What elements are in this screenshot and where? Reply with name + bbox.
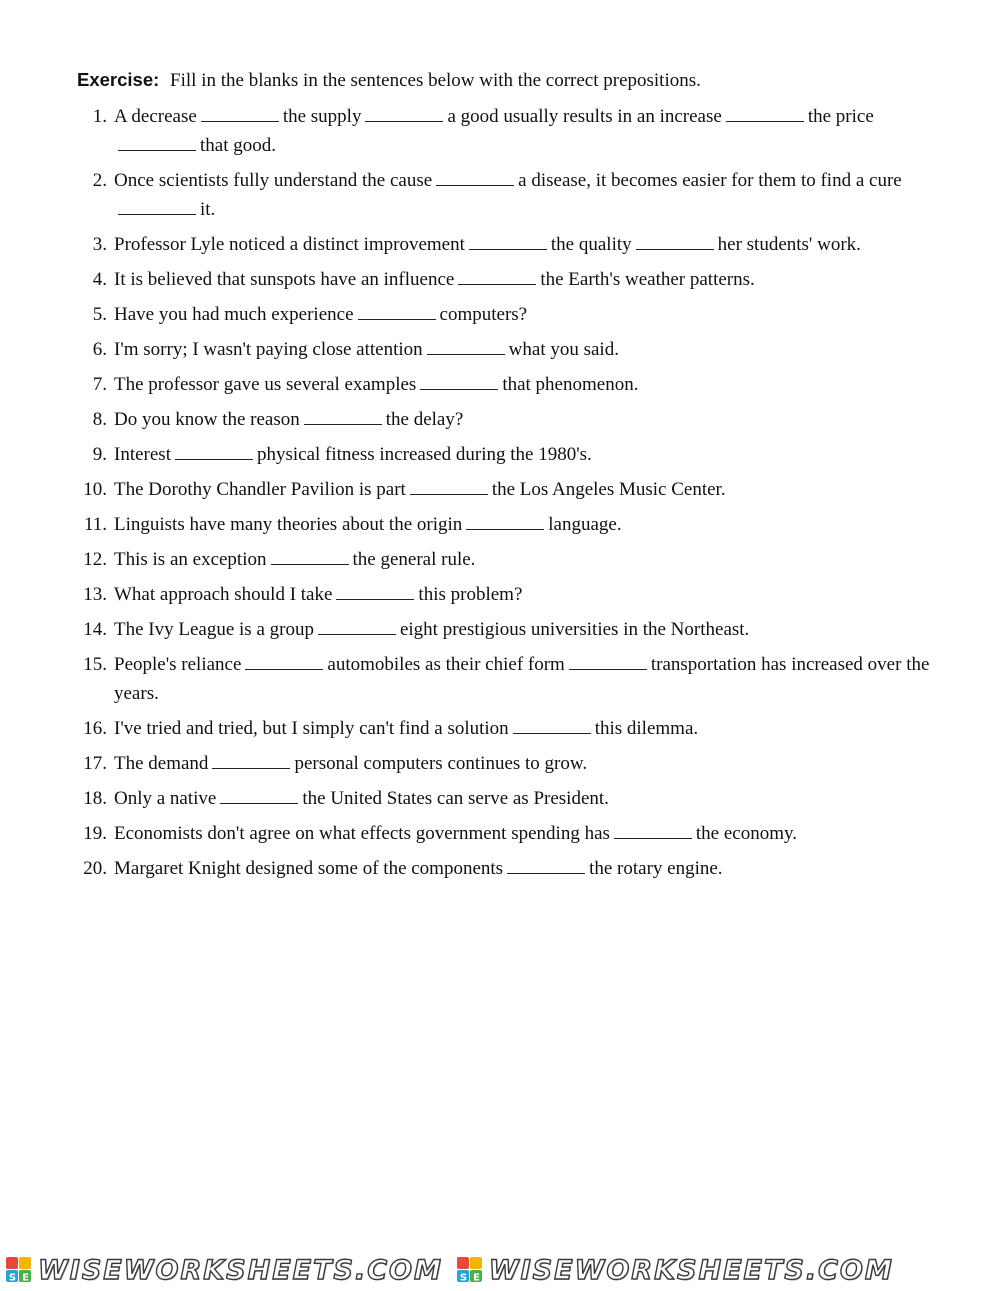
watermark-footer bbox=[0, 1252, 1000, 1288]
exercise-item bbox=[77, 370, 957, 399]
sentence-text: This is an exception bbox=[114, 549, 267, 570]
answer-blank[interactable] bbox=[358, 301, 436, 320]
sentence-text: Professor Lyle noticed a distinct improvement bbox=[114, 234, 465, 255]
exercise-item bbox=[77, 545, 957, 574]
wiseworksheets-logo-icon bbox=[6, 1257, 32, 1283]
answer-blank[interactable] bbox=[175, 441, 253, 460]
sentence-text: the quality bbox=[550, 234, 632, 255]
answer-blank[interactable] bbox=[427, 336, 505, 355]
watermark-text: WISEWORKSHEETS.COM bbox=[38, 1254, 443, 1286]
exercise-item bbox=[77, 265, 957, 294]
answer-blank[interactable] bbox=[420, 371, 498, 390]
sentence-text: Do you know the reason bbox=[114, 409, 300, 430]
sentence-text: Have you had much experience bbox=[114, 304, 354, 325]
item-number: 20. bbox=[83, 858, 107, 879]
exercise-item bbox=[77, 854, 957, 883]
answer-blank[interactable] bbox=[318, 616, 396, 635]
answer-blank[interactable] bbox=[118, 132, 196, 151]
answer-blank[interactable] bbox=[569, 651, 647, 670]
item-number: 16. bbox=[83, 718, 107, 739]
item-number: 13. bbox=[83, 584, 107, 605]
exercise-item bbox=[77, 650, 957, 708]
item-number: 11. bbox=[83, 514, 107, 535]
item-number: 2. bbox=[92, 170, 107, 191]
exercise-item bbox=[77, 819, 957, 848]
answer-blank[interactable] bbox=[365, 103, 443, 122]
exercise-item bbox=[77, 580, 957, 609]
sentence-text: that phenomenon. bbox=[502, 374, 639, 395]
sentence-text: a good usually results in an increase bbox=[447, 106, 722, 127]
sentence-text: Once scientists fully understand the cause bbox=[114, 170, 433, 191]
item-number: 17. bbox=[83, 753, 107, 774]
sentence-text: Interest bbox=[114, 444, 171, 465]
exercise-item bbox=[77, 784, 957, 813]
exercise-item bbox=[77, 749, 957, 778]
sentence-text: the economy. bbox=[695, 823, 798, 844]
svg-text:S: S bbox=[459, 1272, 467, 1283]
sentence-text: this problem? bbox=[418, 584, 523, 605]
sentence-text: it. bbox=[200, 199, 216, 220]
exercise-instruction bbox=[77, 67, 957, 94]
svg-text:E: E bbox=[472, 1272, 480, 1283]
item-number: 10. bbox=[83, 479, 107, 500]
item-number: 3. bbox=[92, 234, 107, 255]
sentence-text: the United States can serve as President. bbox=[302, 788, 609, 809]
sentence-text: the Earth's weather patterns. bbox=[540, 269, 755, 290]
sentence-text: the delay? bbox=[385, 409, 464, 430]
exercise-label: Exercise: bbox=[77, 69, 160, 90]
answer-blank[interactable] bbox=[458, 266, 536, 285]
answer-blank[interactable] bbox=[726, 103, 804, 122]
sentence-text: Economists don't agree on what effects government spending has bbox=[114, 823, 610, 844]
answer-blank[interactable] bbox=[466, 511, 544, 530]
sentence-text: computers? bbox=[439, 304, 528, 325]
watermark-brand bbox=[451, 1255, 894, 1286]
sentence-text: It is believed that sunspots have an influence bbox=[114, 269, 455, 290]
item-number: 6. bbox=[92, 339, 107, 360]
exercise-item bbox=[77, 300, 957, 329]
instruction-text: Fill in the blanks in the sentences below with the correct prepositions. bbox=[170, 70, 701, 91]
sentence-text: Margaret Knight designed some of the components bbox=[114, 858, 504, 879]
exercise-item bbox=[77, 335, 957, 364]
sentence-text: her students' work. bbox=[717, 234, 861, 255]
exercise-item bbox=[77, 166, 957, 224]
exercise-item bbox=[77, 440, 957, 469]
sentence-text: I've tried and tried, but I simply can't find a solution bbox=[114, 718, 509, 739]
item-number: 14. bbox=[83, 619, 107, 640]
answer-blank[interactable] bbox=[304, 406, 382, 425]
sentence-text: A decrease bbox=[114, 106, 197, 127]
answer-blank[interactable] bbox=[220, 785, 298, 804]
sentence-text: The Ivy League is a group bbox=[114, 619, 314, 640]
item-number: 9. bbox=[92, 444, 107, 465]
sentence-text: I'm sorry; I wasn't paying close attention bbox=[114, 339, 423, 360]
sentence-text: the price bbox=[807, 106, 874, 127]
exercise-item bbox=[77, 230, 957, 259]
item-number: 19. bbox=[83, 823, 107, 844]
sentence-text: Only a native bbox=[114, 788, 217, 809]
answer-blank[interactable] bbox=[507, 855, 585, 874]
sentence-text: The professor gave us several examples bbox=[114, 374, 417, 395]
answer-blank[interactable] bbox=[271, 546, 349, 565]
item-number: 8. bbox=[92, 409, 107, 430]
answer-blank[interactable] bbox=[201, 103, 279, 122]
sentence-text: The Dorothy Chandler Pavilion is part bbox=[114, 479, 406, 500]
answer-blank[interactable] bbox=[410, 476, 488, 495]
answer-blank[interactable] bbox=[118, 196, 196, 215]
watermark-text: WISEWORKSHEETS.COM bbox=[488, 1254, 894, 1286]
watermark-brand bbox=[0, 1255, 443, 1286]
item-number: 5. bbox=[92, 304, 107, 325]
answer-blank[interactable] bbox=[336, 581, 414, 600]
wiseworksheets-logo-icon bbox=[457, 1257, 483, 1283]
item-number: 4. bbox=[92, 269, 107, 290]
sentence-text: the Los Angeles Music Center. bbox=[491, 479, 726, 500]
sentence-text: People's reliance bbox=[114, 654, 242, 675]
svg-text:E: E bbox=[22, 1272, 29, 1283]
answer-blank[interactable] bbox=[436, 167, 514, 186]
item-number: 15. bbox=[83, 654, 107, 675]
item-number: 12. bbox=[83, 549, 107, 570]
sentence-text: transportation has increased over the years. bbox=[114, 654, 930, 704]
sentence-text: the general rule. bbox=[352, 549, 476, 570]
sentence-text: the supply bbox=[282, 106, 362, 127]
exercise-item bbox=[77, 475, 957, 504]
exercise-item bbox=[77, 615, 957, 644]
answer-blank[interactable] bbox=[513, 715, 591, 734]
exercise-item bbox=[77, 714, 957, 743]
answer-blank[interactable] bbox=[614, 820, 692, 839]
exercise-item bbox=[77, 510, 957, 539]
answer-blank[interactable] bbox=[469, 231, 547, 250]
item-number: 18. bbox=[83, 788, 107, 809]
sentence-text: physical fitness increased during the 1980's. bbox=[256, 444, 592, 465]
exercise-item bbox=[77, 102, 957, 160]
sentence-text: The demand bbox=[114, 753, 209, 774]
answer-blank[interactable] bbox=[212, 750, 290, 769]
exercise-list bbox=[77, 102, 957, 889]
sentence-text: Linguists have many theories about the origin bbox=[114, 514, 463, 535]
answer-blank[interactable] bbox=[245, 651, 323, 670]
sentence-text: What approach should I take bbox=[114, 584, 333, 605]
svg-text:S: S bbox=[8, 1272, 17, 1283]
answer-blank[interactable] bbox=[636, 231, 714, 250]
sentence-text: eight prestigious universities in the Northeast. bbox=[399, 619, 750, 640]
sentence-text: that good. bbox=[200, 135, 276, 156]
sentence-text: what you said. bbox=[508, 339, 619, 360]
sentence-text: automobiles as their chief form bbox=[327, 654, 565, 675]
item-number: 1. bbox=[92, 106, 107, 127]
sentence-text: language. bbox=[548, 514, 622, 535]
sentence-text: the rotary engine. bbox=[589, 858, 723, 879]
item-number: 7. bbox=[92, 374, 107, 395]
exercise-item bbox=[77, 405, 957, 434]
sentence-text: a disease, it becomes easier for them to find a cure bbox=[518, 170, 902, 191]
sentence-text: this dilemma. bbox=[594, 718, 699, 739]
sentence-text: personal computers continues to grow. bbox=[294, 753, 588, 774]
